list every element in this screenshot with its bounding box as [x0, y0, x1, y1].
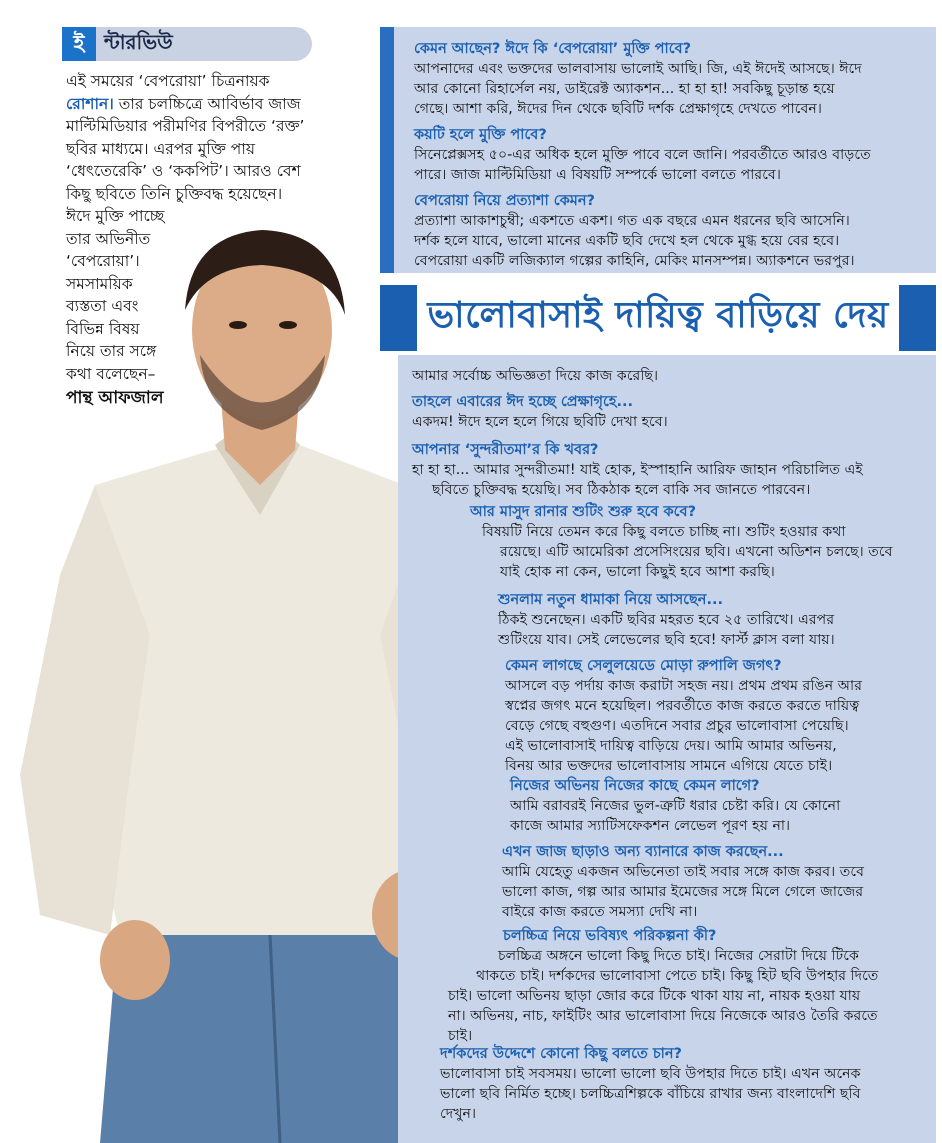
- answer-line: যাই হোক না কেন, ভালো কিছুই হবে আশা করছি।: [500, 564, 775, 580]
- answer-line: বাইরে কাজ করতে সমস্যা দেখি না।: [502, 904, 698, 920]
- answer-line: আসলে বড় পর্দায় কাজ করাটা সহজ নয়। প্রথম প্রথম রঙিন আর: [505, 678, 863, 694]
- intro-line: নিয়ে তার সঙ্গে: [66, 342, 157, 360]
- answer-line: আমি বরাবরই নিজের ভুল-ত্রুটি ধরার চেষ্টা করি। যে কোনো: [510, 798, 841, 814]
- question: শুনলাম নতুন ধামাকা নিয়ে আসছেন...: [498, 592, 723, 608]
- intro-line: রোশান। তার চলচ্চিত্রে আবির্ভাব জাজ: [66, 94, 301, 113]
- intro-line: ‘বেপরোয়া’।: [66, 252, 140, 270]
- answer-line: আপনাদের এবং ভক্তদের ভালবাসায় ভালোই আছি। জি, এই ঈদেই আসছে। ঈদে: [414, 61, 862, 77]
- intro-line: ছবির মাধ্যমে। এরপর মুক্তি পায়: [66, 139, 255, 158]
- answer-line: পারে। জাজ মাল্টিমিডিয়া এ বিষয়টি সম্পর্কে ভালো বলতে পারবে।: [414, 167, 781, 183]
- question: নিজের অভিনয় নিজের কাছে কেমন লাগে?: [510, 778, 760, 794]
- question: কয়টি হলে মুক্তি পাবে?: [414, 127, 547, 143]
- question: আপনার ‘সুন্দরীতমা’র কি খবর?: [412, 442, 599, 458]
- intro-line: কিছু ছবিতে তিনি চুক্তিবদ্ধ হয়েছেন।: [66, 184, 283, 203]
- answer-line: চাই।: [448, 1028, 473, 1044]
- answer-line: থাকতে চাই। দর্শকদের ভালোবাসা পেতে চাই। কিছু হিট ছবি উপহার দিতে: [476, 968, 879, 984]
- question: বেপরোয়া নিয়ে প্রত্যাশা কেমন?: [414, 193, 595, 209]
- answer-line: বেড়ে গেছে বহুগুণ। এতদিনে সবার প্রচুর ভালোবাসা পেয়েছি।: [505, 718, 849, 734]
- actor-name: রোশান।: [66, 94, 114, 113]
- question: এখন জাজ ছাড়াও অন্য ব্যানারে কাজ করছেন...: [502, 844, 784, 860]
- question: তাহলে এবারের ঈদ হচ্ছে প্রেক্ষাগৃহে...: [412, 394, 633, 410]
- answer-line: দর্শক হলে যাবে, ভালো মানের একটি ছবি দেখে হল থেকে মুগ্ধ হয়ে বের হবে।: [414, 233, 840, 249]
- answer-line: ভালো কাজ, গল্প আর আমার ইমেজের সঙ্গে মিলে গেলে জাজের: [502, 884, 864, 900]
- answer-line: গেছে। আশা করি, ঈদের দিন থেকে ছবিটি দর্শক প্রেক্ষাগৃহে দেখতে পাবেন।: [414, 101, 822, 117]
- answer-line: না। অভিনয়, নাচ, ফাইটিং আর ভালোবাসা দিয়ে নিজেকে আরও তৈরি করতে: [448, 1008, 878, 1024]
- headline-bar: [380, 285, 936, 351]
- answer-line: কাজে আমার স্যাটিসফেকশন লেভেল পূরণ হয় না।: [510, 818, 791, 834]
- answer-line: ছবিতে চুক্তিবদ্ধ হয়েছি। সব ঠিকঠাক হলে বাকি সব জানতে পারবেন।: [432, 482, 811, 498]
- answer-line: প্রত্যাশা আকাশচুম্বী; একশতে একশ। গত এক বছরে এমন ধরনের ছবি আসেনি।: [414, 213, 850, 229]
- answer-line: চলচ্চিত্র অঙ্গনে ভালো কিছু দিতে চাই। নিজের সেরাটা দিয়ে টিকে: [498, 948, 859, 964]
- answer-line: বিনয় আর ভক্তদের ভালোবাসায় সামনে এগিয়ে যেতে চাই।: [505, 758, 833, 774]
- answer-line: চাই। ভালো অভিনয় ছাড়া জোর করে টিকে থাকা যায় না, নায়ক হওয়া যায়: [448, 988, 861, 1004]
- question: কেমন লাগছে সেলুলয়েডে মোড়া রুপালি জগৎ?: [505, 658, 782, 674]
- intro-line: ‘ধেৎতেরেকি’ ও ‘ককপিট’। আরও বেশ: [66, 162, 301, 180]
- intro-line: তার অভিনীত: [66, 229, 151, 248]
- answer-line: আমি যেহেতু একজন অভিনেতা তাই সবার সঙ্গে কাজ করব। তবে: [502, 864, 865, 880]
- answer-line: শুটিংয়ে যাব। সেই লেভেলের ছবি হবে! ফার্স্ট ক্লাস বলা যায়।: [498, 632, 835, 648]
- opening-statement: আমার সর্বোচ্চ অভিজ্ঞতা দিয়ে কাজ করেছি।: [412, 368, 659, 384]
- lower-qa-panel: [398, 355, 936, 1143]
- intro-line: সমসাময়িক: [66, 274, 133, 293]
- answer-line: বেপরোয়া একটি লজিক্যাল গল্পের কাহিনি, মেকিং মানসম্পন্ন। অ্যাকশনে ভরপুর।: [414, 253, 855, 269]
- qa-item: [414, 191, 924, 271]
- intro-line: ঈদে মুক্তি পাচ্ছে: [66, 207, 165, 225]
- answer-line: দেখুন।: [440, 1106, 477, 1122]
- intro-line: বিভিন্ন বিষয়: [66, 319, 140, 338]
- question: আর মাসুদ রানার শুটিং শুরু হবে কবে?: [470, 504, 696, 520]
- question: চলচ্চিত্র নিয়ে ভবিষ্যৎ পরিকল্পনা কী?: [503, 928, 717, 944]
- section-tag: [62, 27, 312, 61]
- top-qa-panel: [380, 27, 936, 273]
- question: দর্শকদের উদ্দেশে কোনো কিছু বলতে চান?: [440, 1046, 682, 1062]
- intro-line: মাল্টিমিডিয়ার পরীমণির বিপরীতে ‘রক্ত’: [66, 117, 305, 135]
- qa-item: [414, 39, 924, 119]
- answer-line: হা হা হা... আমার সুন্দরীতমা! যাই হোক, ইস্পাহানি আরিফ জাহান পরিচালিত এই: [412, 462, 863, 478]
- answer-line: ভালো ছবি নির্মিত হচ্ছে। চলচ্চিত্রশিল্পকে বাঁচিয়ে রাখার জন্য বাংলাদেশি ছবি: [440, 1086, 861, 1102]
- answer-line: ঠিকই শুনেছেন। একটি ছবির মহরত হবে ২৫ তারিখে। এরপর: [498, 612, 835, 628]
- answer-line: সিনেপ্লেক্সসহ ৫০-এর অধিক হলে মুক্তি পাবে বলে জানি। পরবর্তীতে আরও বাড়তে: [414, 147, 871, 163]
- intro-line: ব্যস্ততা এবং: [66, 297, 139, 315]
- answer-line: রয়েছে। এটি আমেরিকা প্রসেসিংয়ের ছবি। এখনো অডিশন চলছে। তবে: [500, 544, 893, 560]
- answer-line: স্বপ্নের জগৎ মনে হয়েছিল। পরবর্তীতে কাজ করতে করতে দায়িত্ব: [505, 698, 860, 714]
- answer-line: এই ভালোবাসাই দায়িত্ব বাড়িয়ে দেয়। আমি আমার অভিনয়,: [505, 738, 837, 754]
- question: কেমন আছেন? ঈদে কি ‘বেপরোয়া’ মুক্তি পাবে?: [414, 41, 692, 57]
- answer-line: আর কোনো রিহার্সেল নয়, ডাইরেক্ট অ্যাকশন... হা হা হা! সবকিছু চূড়ান্ত হয়ে: [414, 81, 835, 97]
- headline: ভালোবাসাই দায়িত্ব বাড়িয়ে দেয়: [417, 284, 898, 352]
- author-name: পান্থ আফজাল: [66, 388, 164, 408]
- answer-line: একদম! ঈদে হলে হলে গিয়ে ছবিটি দেখা হবে।: [412, 414, 668, 430]
- intro-line: এই সময়ের ‘বেপরোয়া’ চিত্রনায়ক: [66, 72, 270, 90]
- qa-item: [414, 125, 924, 185]
- answer-line: ভালোবাসা চাই সবসময়। ভালো ভালো ছবি উপহার দিতে চাই। এখন অনেক: [440, 1066, 861, 1082]
- tag-word: ন্টারভিউ: [96, 27, 312, 61]
- answer-line: বিষয়টি নিয়ে তেমন করে কিছু বলতে চাচ্ছি না। শুটিং হওয়ার কথা: [482, 524, 846, 540]
- left-hand: [100, 920, 170, 1000]
- intro-line: কথা বলেছেন–: [66, 364, 156, 383]
- tag-letter: ই: [62, 27, 96, 61]
